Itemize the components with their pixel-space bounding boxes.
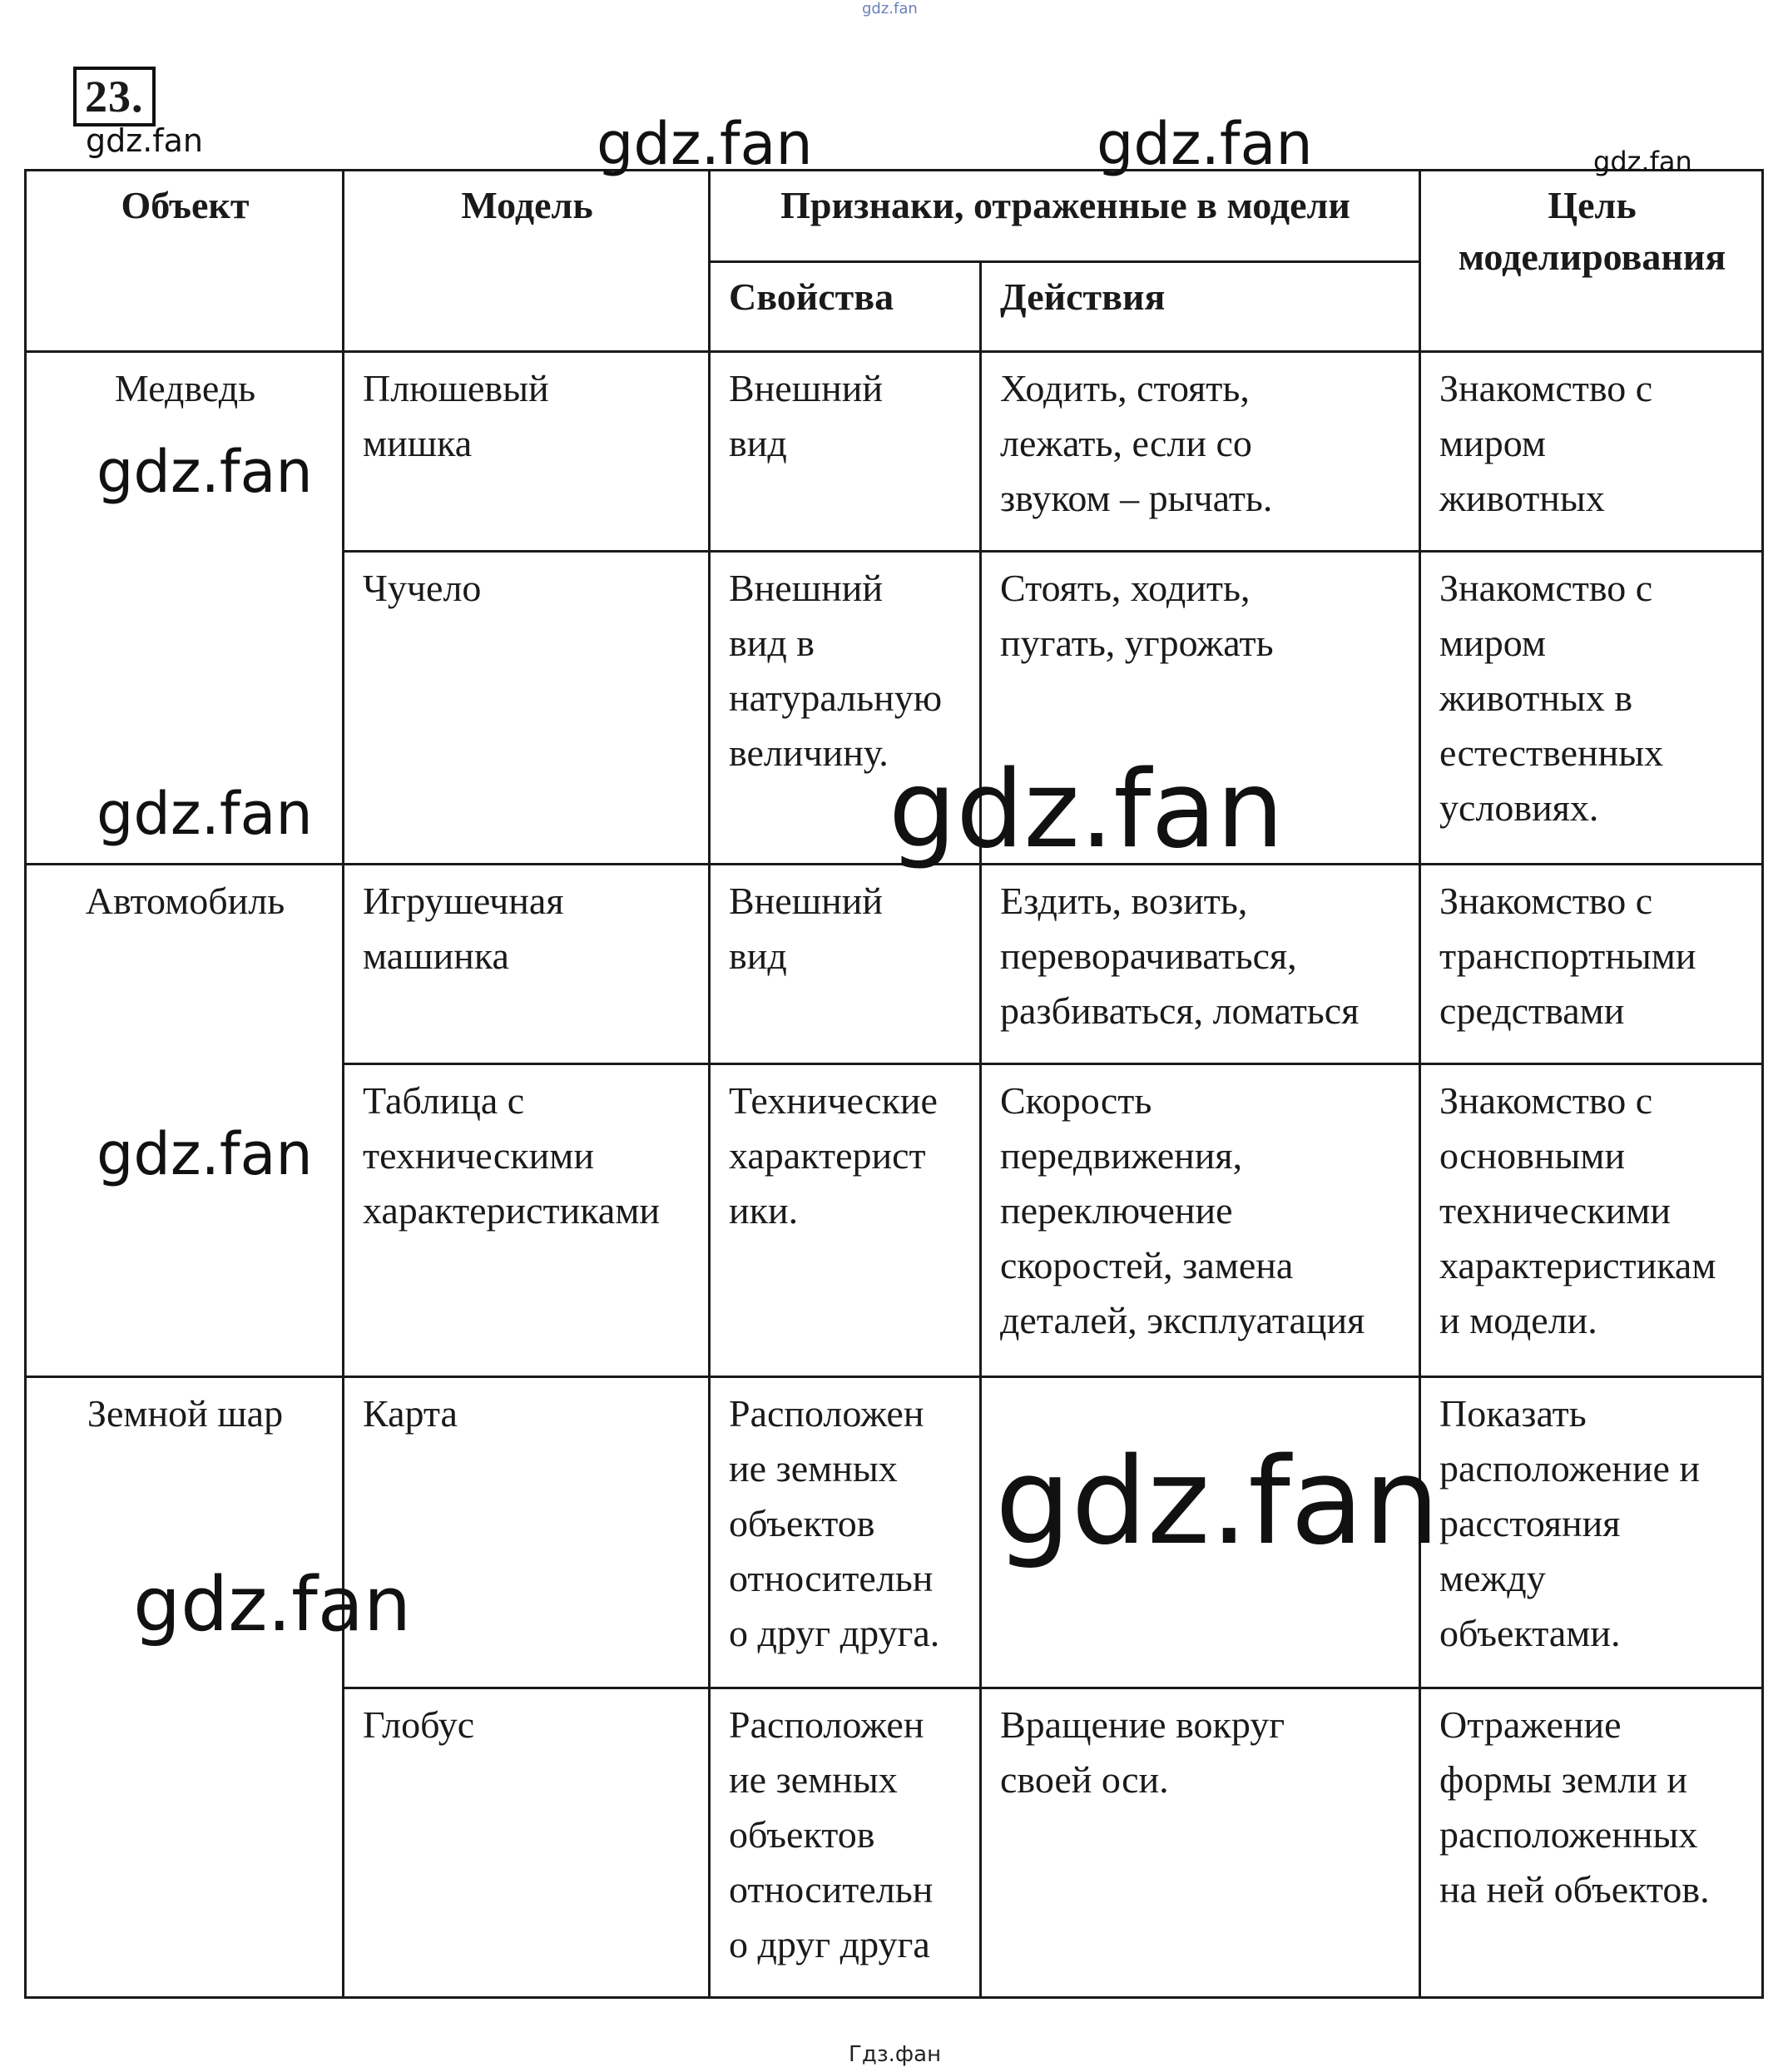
- actions-cell: Вращение вокруг своей оси.: [981, 1688, 1420, 1998]
- header-object: Объект: [26, 171, 344, 352]
- watermark: gdz.fan: [1593, 146, 1692, 177]
- goal-cell: Отражение формы земли и расположенных на ней объектов.: [1420, 1688, 1763, 1998]
- model-cell: Карта: [344, 1377, 710, 1688]
- header-actions: Действия: [981, 262, 1420, 352]
- watermark: gdz.fan: [97, 1120, 313, 1188]
- header-row: [26, 171, 1763, 262]
- header-model: Модель: [344, 171, 710, 352]
- properties-cell: Технические характерист ики.: [710, 1064, 981, 1377]
- watermark: gdz.fan: [133, 1561, 411, 1648]
- properties-cell: Расположен ие земных объектов относительн о друг друга: [710, 1688, 981, 1998]
- header-goal: Цель моделирования: [1420, 171, 1763, 352]
- goal-cell: Знакомство с основными техническими характеристикам и модели.: [1420, 1064, 1763, 1377]
- model-cell: Игрушечная машинка: [344, 865, 710, 1064]
- model-cell: Чучело: [344, 552, 710, 865]
- model-cell: Глобус: [344, 1688, 710, 1998]
- properties-cell: Внешний вид в натуральную величину.: [710, 552, 981, 865]
- model-cell: Плюшевый мишка: [344, 352, 710, 552]
- actions-cell: Скорость передвижения, переключение скоростей, замена деталей, эксплуатация: [981, 1064, 1420, 1377]
- watermark: gdz.fan: [97, 780, 313, 848]
- properties-cell: Внешний вид: [710, 865, 981, 1064]
- actions-cell: Ходить, стоять, лежать, если со звуком – рычать.: [981, 352, 1420, 552]
- actions-cell: Стоять, ходить, пугать, угрожать: [981, 552, 1420, 865]
- model-cell: Таблица с техническими характеристиками: [344, 1064, 710, 1377]
- table-row: [26, 865, 1763, 1064]
- goal-cell: Знакомство с транспортными средствами: [1420, 865, 1763, 1064]
- watermark: gdz.fan: [597, 110, 813, 178]
- goal-cell: Знакомство с миром животных: [1420, 352, 1763, 552]
- object-cell: Земной шар: [26, 1377, 344, 1998]
- watermark: gdz.fan: [97, 438, 313, 506]
- properties-cell: Внешний вид: [710, 352, 981, 552]
- object-cell: Медведь: [26, 352, 344, 865]
- watermark-top: gdz.fan: [862, 0, 918, 17]
- header-features: Признаки, отраженные в модели: [710, 171, 1420, 262]
- watermark: gdz.fan: [86, 122, 204, 159]
- actions-cell: Ездить, возить, переворачиваться, разбиваться, ломаться: [981, 865, 1420, 1064]
- watermark: gdz.fan: [1097, 110, 1313, 178]
- object-cell: Автомобиль: [26, 865, 344, 1377]
- task-number: 23.: [73, 67, 156, 126]
- footer-caption: Гдз.фан: [849, 2042, 942, 2067]
- goal-cell: Знакомство с миром животных в естественных условиях.: [1420, 552, 1763, 865]
- header-properties: Свойства: [710, 262, 981, 352]
- properties-cell: Расположен ие земных объектов относительн о друг друга.: [710, 1377, 981, 1688]
- watermark: gdz.fan: [995, 1431, 1440, 1571]
- watermark: gdz.fan: [889, 748, 1284, 872]
- goal-cell: Показать расположение и расстояния между объектами.: [1420, 1377, 1763, 1688]
